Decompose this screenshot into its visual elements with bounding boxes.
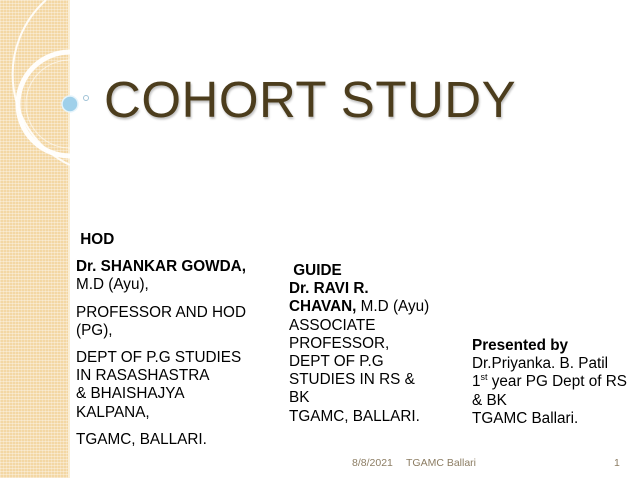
presenter-heading: Presented by [472, 337, 569, 354]
presenter-year: 1st year PG Dept of RS [472, 372, 627, 391]
hod-dept-line2: IN RASASHASTRA [76, 367, 210, 385]
presenter-name: Dr.Priyanka. B. Patil [472, 355, 609, 373]
hod-role-line2: (PG), [76, 321, 113, 339]
hod-name: Dr. SHANKAR GOWDA, [76, 258, 246, 276]
presenter-college: TGAMC Ballari. [472, 409, 579, 427]
guide-name-line1: Dr. RAVI R. [289, 280, 369, 298]
footer-name: TGAMC Ballari [406, 457, 477, 469]
slide-number: 1 [614, 457, 620, 469]
guide-heading: GUIDE [293, 262, 342, 279]
hod-college: TGAMC, BALLARI. [76, 430, 207, 448]
hod-dept-line3: & BHAISHAJYA [76, 385, 185, 403]
guide-dept-line1: DEPT OF P.G [289, 353, 384, 371]
guide-name-bold: CHAVAN, [289, 298, 357, 316]
hod-block [76, 231, 266, 449]
guide-name-line2 [289, 298, 459, 316]
guide-role-line1: ASSOCIATE [289, 316, 376, 334]
hod-role-line1: PROFESSOR AND HOD [76, 303, 246, 321]
guide-dept-line3: BK [289, 389, 310, 407]
presenter-block [472, 337, 638, 428]
decorative-dot [84, 96, 89, 101]
slide-title: COHORT STUDY [104, 71, 517, 128]
guide-college: TGAMC, BALLARI. [289, 407, 420, 425]
hod-dept-line1: DEPT OF P.G STUDIES [76, 349, 242, 367]
guide-dept-line2: STUDIES IN RS & [289, 371, 415, 389]
presenter-dept-line2: & BK [472, 391, 507, 409]
hod-dept-line4: KALPANA, [76, 403, 150, 421]
guide-role-line2: PROFESSOR, [289, 334, 390, 352]
footer-date: 8/8/2021 [352, 457, 393, 469]
guide-block [289, 262, 459, 426]
hod-heading: HOD [80, 231, 115, 248]
decorative-bubble [62, 96, 78, 112]
hod-qualification: M.D (Ayu), [76, 276, 149, 294]
guide-qualification: M.D (Ayu) [356, 298, 430, 316]
